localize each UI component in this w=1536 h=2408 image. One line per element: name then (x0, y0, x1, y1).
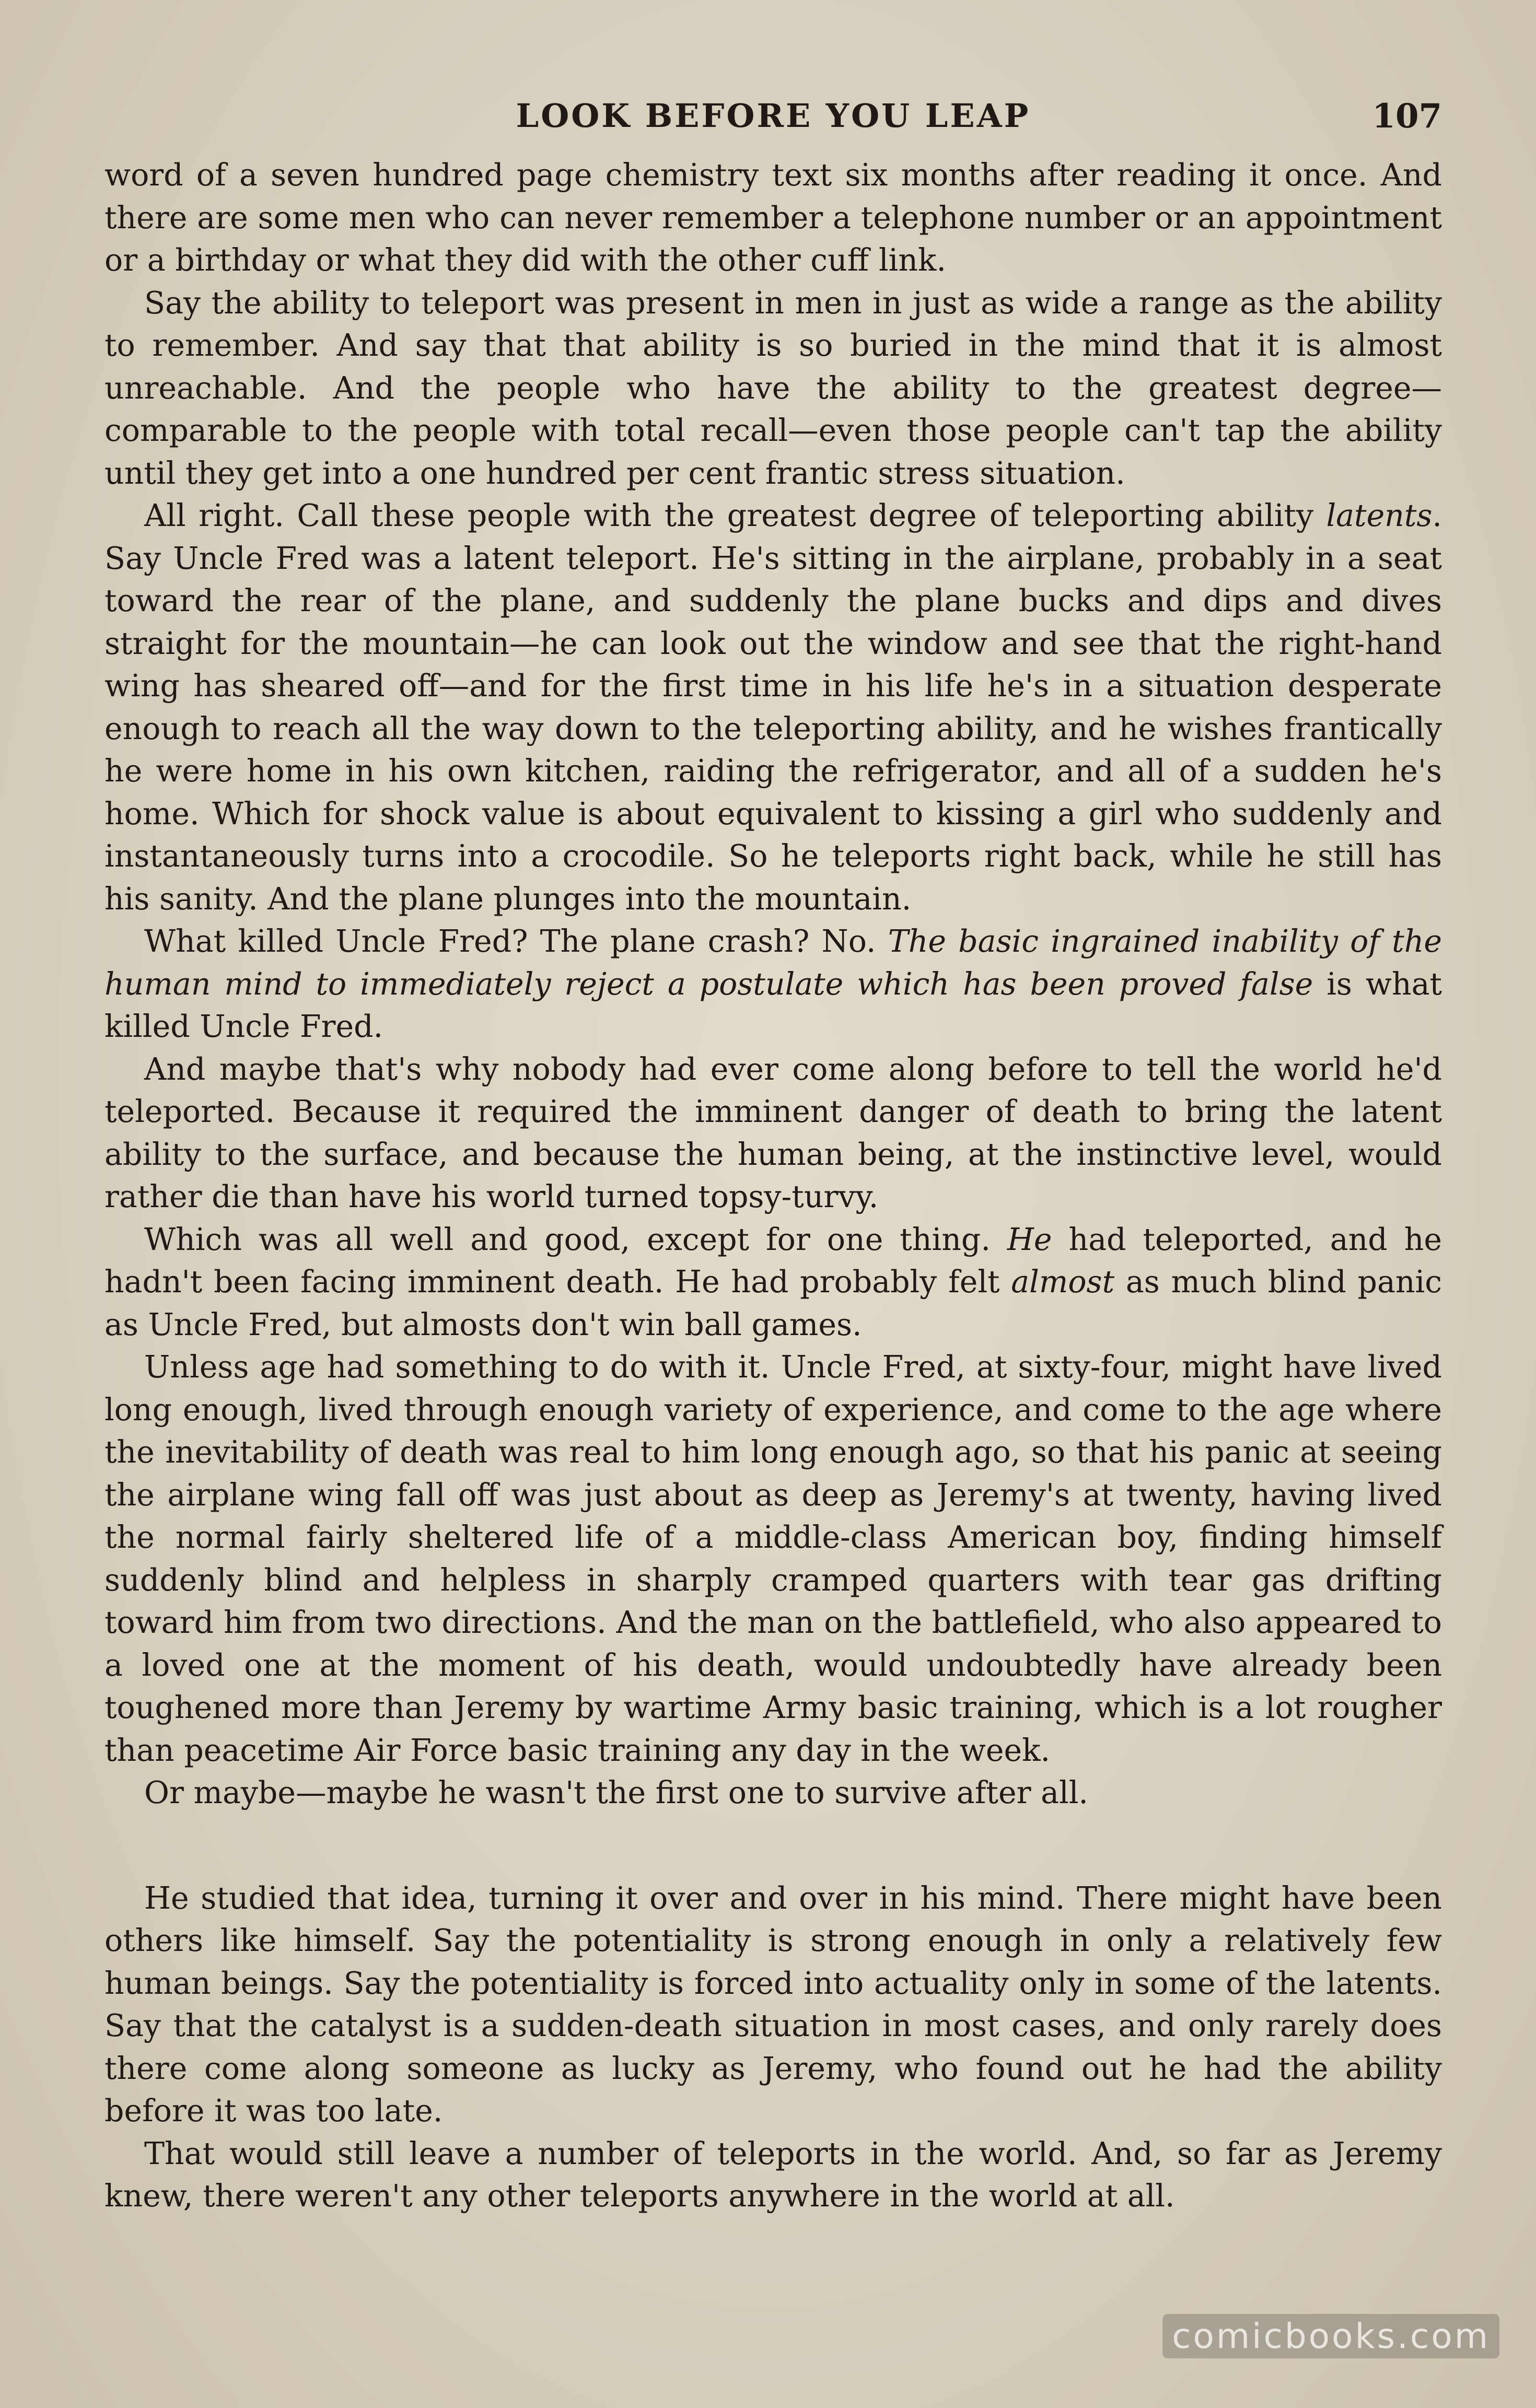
text-run: had teleported, and he hadn't been facing imminent death. He had probably felt (104, 1221, 1442, 1300)
text-run: Which was all well and good, except for one thing. (144, 1221, 1007, 1257)
italic-text: The basic ingrained inability of the human mind to immediately reject a postulate which has been proved false (104, 924, 1442, 1002)
text-run: What killed Uncle Fred? The plane crash? No. (144, 924, 888, 959)
paragraph (104, 2133, 1442, 2218)
paragraph (104, 1346, 1442, 1772)
italic-text: He (1007, 1221, 1052, 1257)
italic-text: almost (1011, 1264, 1115, 1300)
section-break (104, 1815, 1442, 1877)
text-run: as much blind panic as Uncle Fred, but almosts don't win ball games. (104, 1264, 1442, 1342)
running-head (104, 91, 1442, 149)
text-run: word of a seven hundred page chemistry text six months after reading it once. And there are some men who can never remember a telephone number or an appointment or a birthday or what they did with the other cuff link. (104, 157, 1442, 278)
text-run: All right. Call these people with the greatest degree of teleporting ability (144, 498, 1326, 533)
paragraph (104, 1772, 1442, 1815)
paragraph (104, 1219, 1442, 1347)
body-text (104, 154, 1442, 2218)
paragraph (104, 154, 1442, 282)
paragraph (104, 495, 1442, 920)
text-run: And maybe that's why nobody had ever come along before to tell the world he'd teleported. Because it required the imminent danger of death to bring the latent ability to the surface, and because the human being, at the instinctive level, would rather die than have his world turned topsy-turvy. (104, 1051, 1442, 1214)
paragraph (104, 1877, 1442, 2133)
italic-text: latents (1326, 498, 1433, 533)
text-run: Unless age had something to do with it. Uncle Fred, at sixty-four, might have lived long enough, lived through enough variety of experience, and come to the age where the inevitability of death was real to him long enough ago, so that his panic at seeing the airplane wing fall off was just about as deep as Jeremy's at twenty, having lived the normal fairly sheltered life of a middle-class American boy, finding himself suddenly blind and helpless in sharply cramped quarters with tear gas drifting toward him from two directions. And the man on the battlefield, who also appeared to a loved one at the moment of his death, would undoubtedly have already been toughened more than Jeremy by wartime Army basic training, which is a lot rougher than peacetime Air Force basic training any day in the week. (104, 1349, 1442, 1768)
text-run: That would still leave a number of teleports in the world. And, so far as Jeremy knew, there weren't any other teleports anywhere in the world at all. (104, 2135, 1442, 2214)
paragraph (104, 1048, 1442, 1219)
text-run: Or maybe—maybe he wasn't the first one to survive after all. (144, 1775, 1089, 1810)
book-page (104, 91, 1442, 2218)
text-run: Say the ability to teleport was present in men in just as wide a range as the ability to remember. And say that that ability is so buried in the mind that it is almost unreachable. And the people who have the ability to the greatest degree—comparable to the people with total recall—even those people can't tap the ability until they get into a one hundred per cent frantic stress situation. (104, 285, 1442, 491)
text-run: . Say Uncle Fred was a latent teleport. He's sitting in the airplane, probably in a seat toward the rear of the plane, and suddenly the plane bucks and dips and dives straight for the mountain—he can look out the window and see that the right-hand wing has sheared off—and for the first time in his life he's in a situation desperate enough to reach all the way down to the teleporting ability, and he wishes frantically he were home in his own kitchen, raiding the refrigerator, and all of a sudden he's home. Which for shock value is about equivalent to kissing a girl who suddenly and instantaneously turns into a crocodile. So he teleports right back, while he still has his sanity. And the plane plunges into the mountain. (104, 498, 1442, 917)
running-title: LOOK BEFORE YOU LEAP (516, 97, 1031, 135)
page-number: 107 (1372, 97, 1442, 136)
paragraph (104, 282, 1442, 495)
paragraph (104, 920, 1442, 1048)
text-run: is what killed Uncle Fred. (104, 966, 1442, 1044)
site-watermark: comicbooks.com (1162, 2314, 1499, 2358)
text-run: He studied that idea, turning it over and over in his mind. There might have been others like himself. Say the potentiality is strong enough in only a relatively few human beings. Say the potentiality is forced into actuality only in some of the latents. Say that the catalyst is a sudden-death situation in most cases, and only rarely does there come along someone as lucky as Jeremy, who found out he had the ability before it was too late. (104, 1880, 1442, 2129)
